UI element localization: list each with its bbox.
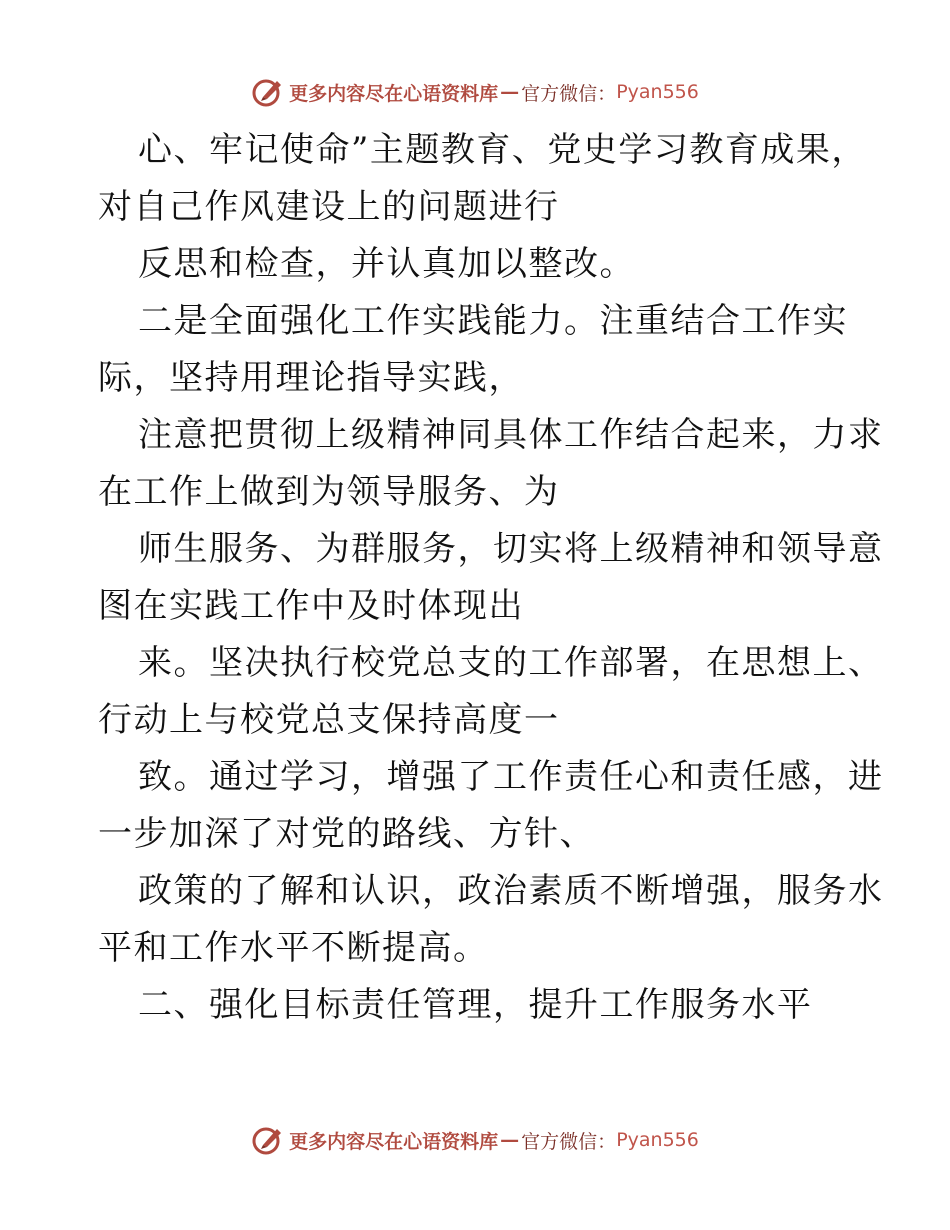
text-line: 来。坚决执行校党总支的工作部署，在思想上、 [138,643,884,683]
pen-nib-logo-icon [251,1123,285,1157]
wechat-label: 官方微信： [521,82,617,105]
document-body [98,122,884,1034]
banner-title: 更多内容尽在心语资料库 [289,1130,499,1153]
footer-banner [0,1120,950,1160]
text-line: 致。通过学习，增强了工作责任心和责任感，进 [138,757,884,797]
banner-separator: — [500,1129,520,1151]
wechat-id: Pyan556 [616,1129,699,1151]
header-banner [0,72,950,112]
text-line: 心、牢记使命”主题教育、党史学习教育成果， [138,130,867,170]
text-line: 图在实践工作中及时体现出 [98,586,524,626]
text-line: 师生服务、为群服务，切实将上级精神和领导意 [138,529,884,569]
text-line: 际，坚持用理论指导实践， [98,358,524,398]
text-line: 一步加深了对党的路线、方针、 [98,814,595,854]
text-line: 在工作上做到为领导服务、为 [98,472,560,512]
banner-title: 更多内容尽在心语资料库 [289,82,499,105]
wechat-label: 官方微信： [521,1130,617,1153]
text-line: 政策的了解和认识，政治素质不断增强，服务水 [138,871,884,911]
pen-nib-logo-icon [251,75,285,109]
text-line: 注意把贯彻上级精神同具体工作结合起来，力求 [138,415,884,455]
text-line: 二是全面强化工作实践能力。注重结合工作实 [138,301,848,341]
banner-separator: — [500,81,520,103]
text-line: 行动上与校党总支保持高度一 [98,700,560,740]
wechat-id: Pyan556 [616,81,699,103]
section-heading: 二、强化目标责任管理，提升工作服务水平 [138,985,813,1025]
text-line: 反思和检查，并认真加以整改。 [138,244,635,284]
text-line: 平和工作水平不断提高。 [98,928,489,968]
text-line: 对自己作风建设上的问题进行 [98,187,560,227]
